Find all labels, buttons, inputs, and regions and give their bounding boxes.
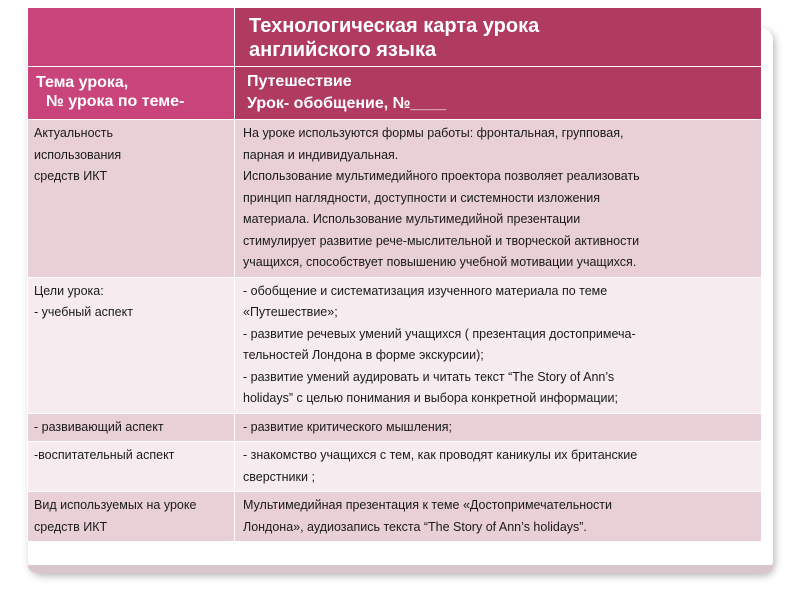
row-content-line: Лондона», аудиозапись текста “The Story of Ann’s holidays”.	[243, 519, 587, 534]
row-content-line: - развитие речевых умений учащихся ( презентация достопримеча-	[243, 326, 636, 341]
row-label-line: использования	[34, 147, 122, 162]
topic-value: Путешествие	[247, 73, 352, 90]
title-row	[28, 8, 762, 67]
row-content	[235, 492, 762, 542]
row-content-line: Использование мультимедийного проектора позволяет реализовать	[243, 169, 640, 183]
row-label	[28, 277, 235, 413]
row-content-line: holidays” с целью понимания и выбора конкретной информации;	[243, 391, 618, 405]
title-left-cell	[28, 8, 235, 67]
row-content-line: - обобщение и систематизация изученного материала по теме	[243, 283, 608, 298]
row-content-line: учащихся, способствует повышению учебной мотивации учащихся.	[243, 255, 637, 269]
header-row	[28, 67, 762, 120]
header-left-cell	[28, 67, 235, 120]
row-content-line: принцип наглядности, доступности и системности изложения	[243, 190, 601, 205]
row-content-line: парная и индивидуальная.	[243, 147, 399, 162]
row-content-line: На уроке используются формы работы: фронтальная, групповая,	[243, 126, 624, 140]
row-label	[28, 442, 235, 492]
row-content-line: - развитие критического мышления;	[243, 419, 452, 434]
lesson-number-label: № урока по теме-	[46, 93, 185, 110]
table-row	[28, 492, 762, 542]
row-content-line: - знакомство учащихся с тем, как проводят каникулы их британские	[243, 448, 638, 462]
row-content-line: Мультимедийная презентация к теме «Достопримечательности	[243, 498, 613, 512]
row-content-line: «Путешествие»;	[243, 305, 338, 319]
topic-label: Тема урока,	[36, 74, 129, 91]
row-label-line: средств ИКТ	[34, 519, 108, 534]
table-row	[28, 442, 762, 492]
title-line: Технологическая карта урока	[249, 15, 540, 37]
row-label-line: Актуальность	[34, 126, 114, 140]
row-label-line: Вид используемых на уроке	[34, 498, 197, 512]
row-content	[235, 413, 762, 442]
row-label-line: средств ИКТ	[34, 169, 108, 183]
row-content	[235, 277, 762, 413]
title-line: английского языка	[249, 39, 437, 61]
page-title	[235, 8, 762, 67]
row-content-line: тельностей Лондона в форме экскурсии);	[243, 348, 484, 362]
table-row	[28, 277, 762, 413]
header-right-cell	[235, 67, 762, 120]
row-content	[235, 442, 762, 492]
row-label	[28, 492, 235, 542]
row-label-line: -воспитательный аспект	[34, 448, 175, 462]
row-label-line: Цели урока:	[34, 283, 104, 298]
table-row	[28, 413, 762, 442]
table-row	[28, 120, 762, 278]
row-label	[28, 120, 235, 278]
row-content-line: сверстники ;	[243, 469, 315, 484]
row-content	[235, 120, 762, 278]
row-content-line: - развитие умений аудировать и читать текст “The Story of Ann’s	[243, 369, 615, 384]
lesson-number-value: Урок- обобщение, №____	[247, 95, 447, 112]
row-content-line: материала. Использование мультимедийной презентации	[243, 212, 581, 226]
row-label-line: - учебный аспект	[34, 305, 133, 319]
row-label-line: - развивающий аспект	[34, 419, 164, 434]
row-content-line: стимулирует развитие рече-мыслительной и творческой активности	[243, 233, 640, 248]
lesson-plan-table	[27, 7, 762, 542]
row-label	[28, 413, 235, 442]
